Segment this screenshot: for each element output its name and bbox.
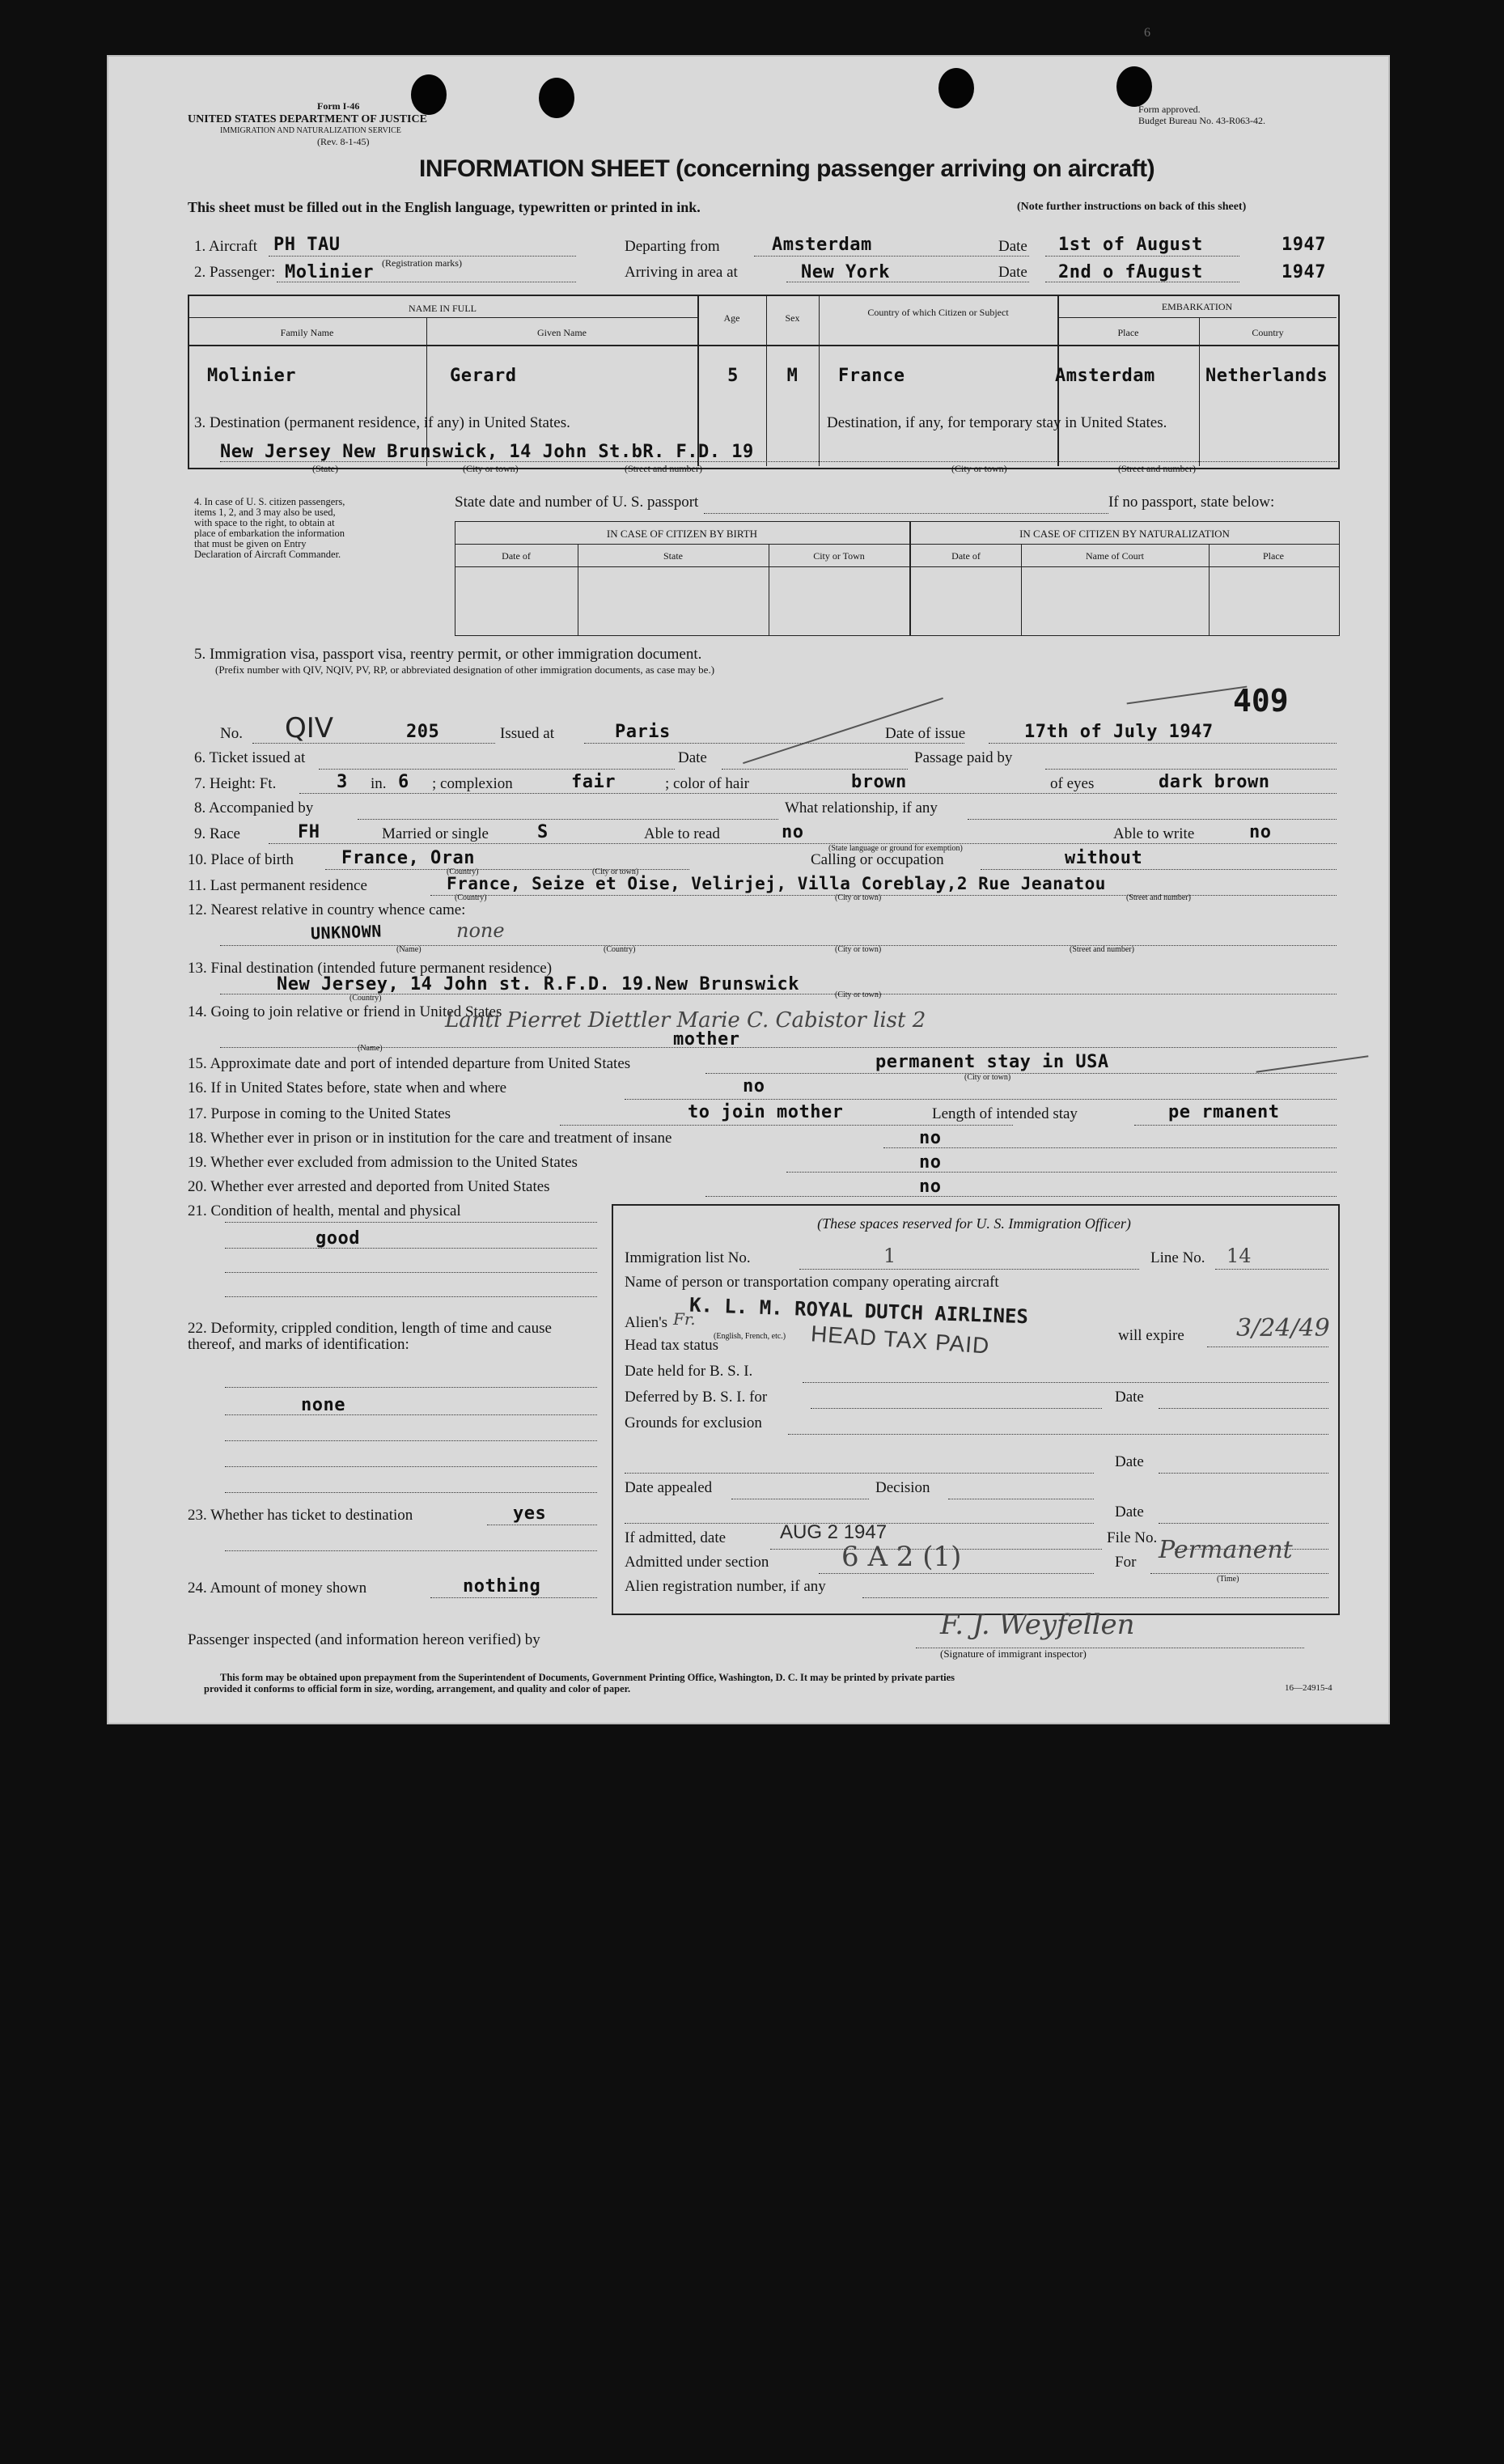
date2-value: 2nd o fAugust	[1058, 262, 1203, 282]
place-header: Place	[1117, 327, 1139, 338]
officer-box-title: (These spaces reserved for U. S. Immigration Officer)	[817, 1215, 1131, 1232]
nat-date-header: Date of	[951, 550, 981, 562]
write-label: Able to write	[1113, 825, 1195, 842]
airline-stamp: K. L. M. ROYAL DUTCH AIRLINES	[688, 1293, 1029, 1329]
name-in-full-header: NAME IN FULL	[409, 303, 477, 314]
punch-hole	[938, 68, 974, 108]
sub-city: (City or town)	[463, 463, 519, 474]
punch-hole	[411, 74, 447, 115]
embarkation-place-value: Amsterdam	[1055, 366, 1155, 386]
country-citizen-header: Country of which Citizen or Subject	[867, 307, 1009, 318]
calling-value: without	[1065, 848, 1143, 868]
q24-label: 24. Amount of money shown	[188, 1580, 367, 1597]
deferred-date-label: Date	[1115, 1389, 1144, 1406]
instruction-text: This sheet must be filled out in the English language, typewritten or printed in ink.	[188, 199, 701, 215]
grounds-label: Grounds for exclusion	[625, 1414, 762, 1431]
for-label: For	[1115, 1554, 1137, 1571]
q21-label: 21. Condition of health, mental and physical	[188, 1202, 461, 1219]
passenger-label: 2. Passenger:	[194, 264, 276, 281]
hair-value: brown	[851, 772, 907, 792]
birth-header: IN CASE OF CITIZEN BY BIRTH	[606, 528, 758, 540]
no-passport-label: If no passport, state below:	[1108, 494, 1275, 511]
departing-value: Amsterdam	[772, 235, 872, 255]
admitted-date-label: If admitted, date	[625, 1529, 727, 1546]
final-destination-value: New Jersey, 14 John st. R.F.D. 19.New Brunswick	[277, 974, 800, 995]
service-name: IMMIGRATION AND NATURALIZATION SERVICE	[220, 126, 401, 135]
age-header: Age	[723, 312, 740, 324]
court-header: Name of Court	[1086, 550, 1144, 562]
decision-date-label: Date	[1115, 1503, 1144, 1520]
issued-at-value: Paris	[615, 722, 671, 742]
sub-city-res: (City or town)	[835, 893, 882, 902]
sub-name-rel: (Name)	[396, 945, 422, 954]
grounds-date-label: Date	[1115, 1453, 1144, 1470]
arriving-value: New York	[801, 262, 890, 282]
sub-city-birth: (City or town)	[592, 867, 639, 876]
read-value: no	[782, 822, 804, 842]
write-value: no	[1249, 822, 1272, 842]
q14-label: 14. Going to join relative or friend in United States	[188, 1003, 502, 1020]
relative-value: UNKNOWN	[310, 921, 383, 944]
budget-bureau-number: Budget Bureau No. 43-R063-42.	[1138, 115, 1265, 126]
passport-label: State date and number of U. S. passport	[455, 494, 699, 511]
q16-label: 16. If in United States before, state when and where	[188, 1079, 507, 1096]
sub-country: (Country)	[447, 867, 479, 876]
q3-value: New Jersey New Brunswick, 14 John St.bR. F.D. 19	[220, 442, 754, 462]
excluded-value: no	[919, 1152, 942, 1173]
deferred-label: Deferred by B. S. I. for	[625, 1389, 768, 1406]
birth-date-header: Date of	[502, 550, 531, 562]
alien-reg-label: Alien registration number, if any	[625, 1578, 826, 1595]
family-name-header: Family Name	[280, 327, 334, 338]
family-name-value: Molinier	[207, 366, 296, 386]
stamp-number: 409	[1233, 683, 1289, 719]
length-stay-label: Length of intended stay	[932, 1105, 1078, 1122]
given-name-header: Given Name	[537, 327, 587, 338]
embarkation-header: EMBARKATION	[1161, 301, 1233, 312]
registration-note: (Registration marks)	[382, 257, 462, 269]
height-ft: 3	[337, 772, 348, 792]
date1-label: Date	[998, 238, 1027, 255]
appealed-label: Date appealed	[625, 1479, 713, 1496]
sub-name-join: (Name)	[358, 1044, 383, 1053]
sub-country-rel: (Country)	[604, 945, 636, 954]
decision-label: Decision	[875, 1479, 930, 1496]
q8-label: 8. Accompanied by	[194, 799, 314, 816]
q20-label: 20. Whether ever arrested and deported from United States	[188, 1178, 550, 1195]
year2-value: 1947	[1282, 262, 1326, 282]
q4-instructions: 4. In case of U. S. citizen passengers, items 1, 2, and 3 may also be used, with space to the right, to obtain at place of embarkation the information that must be given on Entry Declaration of Aircraft Commander.	[194, 496, 345, 560]
signature-label: (Signature of immigrant inspector)	[940, 1648, 1087, 1660]
line-no-label: Line No.	[1150, 1249, 1205, 1266]
q23-label: 23. Whether has ticket to destination	[188, 1507, 413, 1524]
inspected-label: Passenger inspected (and information hereon verified) by	[188, 1631, 540, 1648]
sex-value: M	[786, 366, 799, 386]
alien-handwritten: Fr.	[673, 1309, 696, 1329]
date-issue-label: Date of issue	[885, 725, 966, 742]
embarkation-country-header: Country	[1252, 327, 1284, 338]
immigration-list-label: Immigration list No.	[625, 1249, 751, 1266]
form-approved: Form approved.	[1138, 104, 1201, 115]
deported-value: no	[919, 1177, 942, 1197]
q11-label: 11. Last permanent residence	[188, 877, 367, 894]
issued-at-label: Issued at	[500, 725, 555, 742]
hair-label: ; color of hair	[665, 775, 749, 792]
sub-city-right: (City or town)	[951, 463, 1007, 474]
eyes-value: dark brown	[1159, 772, 1270, 792]
corner-mark: 6	[1144, 26, 1150, 40]
birth-state-header: State	[663, 550, 683, 562]
q6-label: 6. Ticket issued at	[194, 749, 306, 766]
head-tax-label: Head tax status	[625, 1337, 719, 1354]
sub-state: (State)	[312, 463, 338, 474]
health-value: good	[316, 1228, 360, 1249]
department-name: UNITED STATES DEPARTMENT OF JUSTICE	[188, 113, 427, 125]
bsi-label: Date held for B. S. I.	[625, 1363, 753, 1380]
q13-label: 13. Final destination (intended future permanent residence)	[188, 960, 553, 977]
q17-label: 17. Purpose in coming to the United States	[188, 1105, 451, 1122]
country-value: France	[838, 366, 905, 386]
embarkation-country-value: Netherlands	[1205, 366, 1328, 386]
aircraft-value: PH TAU	[273, 235, 341, 255]
revision-date: (Rev. 8-1-45)	[317, 136, 370, 147]
doc-no-value: QIV	[285, 712, 334, 744]
height-in: 6	[398, 772, 409, 792]
race-value: FH	[298, 822, 320, 842]
page-title: INFORMATION SHEET (concerning passenger arriving on aircraft)	[419, 155, 1155, 182]
nat-place-header: Place	[1263, 550, 1284, 562]
expire-value: 3/24/49	[1236, 1314, 1330, 1342]
time-note: (Time)	[1217, 1575, 1239, 1584]
given-name-value: Gerard	[450, 366, 517, 386]
punch-hole	[1116, 66, 1152, 107]
arriving-label: Arriving in area at	[625, 264, 738, 281]
purpose-value: to join mother	[688, 1102, 844, 1122]
height-in-label: in.	[371, 775, 387, 792]
company-label: Name of person or transportation company operating aircraft	[625, 1274, 999, 1291]
file-no-label: File No.	[1107, 1529, 1158, 1546]
passenger-value: Molinier	[285, 262, 374, 282]
head-tax-stamp: HEAD TAX PAID	[810, 1321, 991, 1359]
doc-no-label: No.	[220, 725, 243, 742]
join-value: mother	[673, 1029, 740, 1050]
q18-label: 18. Whether ever in prison or in institution for the care and treatment of insane	[188, 1130, 672, 1147]
line-no-value: 14	[1227, 1245, 1252, 1267]
fine-print-1: This form may be obtained upon prepayment from the Superintendent of Documents, Government Printing Office, Washington, D. C. It may be printed by private parties	[220, 1672, 955, 1683]
sub-country-dest: (Country)	[350, 994, 382, 1003]
for-value: Permanent	[1159, 1536, 1293, 1564]
doc-number: 205	[406, 722, 440, 742]
length-stay-value: pe rmanent	[1168, 1102, 1280, 1122]
sub-street-res: (Street and number)	[1126, 893, 1191, 902]
date-issue-value: 17th of July 1947	[1024, 722, 1214, 742]
instruction-note: (Note further instructions on back of this sheet)	[1017, 201, 1247, 213]
sex-header: Sex	[785, 312, 800, 324]
departure-value: permanent stay in USA	[875, 1052, 1109, 1072]
married-label: Married or single	[382, 825, 489, 842]
expire-label: will expire	[1118, 1327, 1184, 1344]
q9-label: 9. Race	[194, 825, 240, 842]
read-label: Able to read	[644, 825, 720, 842]
section-label: Admitted under section	[625, 1554, 769, 1571]
alien-note: (English, French, etc.)	[714, 1332, 786, 1341]
sub-country-res: (Country)	[455, 893, 487, 902]
married-value: S	[537, 822, 549, 842]
birthplace-value: France, Oran	[341, 848, 475, 868]
deformity-value: none	[301, 1395, 345, 1415]
q8-relationship-label: What relationship, if any	[785, 799, 938, 816]
sub-city-dep: (City or town)	[964, 1073, 1011, 1082]
information-sheet-document	[107, 26, 1390, 1724]
before-value: no	[743, 1076, 765, 1096]
join-handwritten: Lanti Pierret Diettler Marie C. Cabistor list 2	[445, 1008, 926, 1033]
q12-label: 12. Nearest relative in country whence came:	[188, 901, 466, 918]
ticket-value: yes	[513, 1503, 547, 1524]
residence-value: France, Seize et Oise, Velirjej, Villa Coreblay,2 Rue Jeanatou	[447, 874, 1106, 893]
complexion-value: fair	[571, 772, 616, 792]
inspector-signature: F. J. Weyfellen	[940, 1609, 1135, 1641]
q15-label: 15. Approximate date and port of intended departure from United States	[188, 1055, 631, 1072]
birth-city-header: City or Town	[813, 550, 865, 562]
sub-city-dest: (City or town)	[835, 990, 882, 999]
calling-label: Calling or occupation	[811, 851, 944, 868]
age-value: 5	[727, 366, 739, 386]
form-number: Form I-46	[317, 100, 360, 112]
eyes-label: of eyes	[1050, 775, 1095, 792]
immigration-list-value: 1	[883, 1245, 896, 1267]
admitted-date-stamp: AUG 2 1947	[780, 1521, 888, 1543]
complexion-label: ; complexion	[432, 775, 513, 792]
q6-date-label: Date	[678, 749, 707, 766]
q7-label: 7. Height: Ft.	[194, 775, 277, 792]
punch-hole	[539, 78, 574, 118]
gpo-number: 16—24915-4	[1285, 1683, 1332, 1693]
date2-label: Date	[998, 264, 1027, 281]
sub-city-rel: (City or town)	[835, 945, 882, 954]
language-note: (State language or ground for exemption)	[828, 844, 963, 853]
q10-label: 10. Place of birth	[188, 851, 294, 868]
prison-value: no	[919, 1128, 942, 1148]
alien-label: Alien's	[625, 1314, 668, 1331]
naturalization-header: IN CASE OF CITIZEN BY NATURALIZATION	[1019, 528, 1230, 540]
sub-street-right: (Street and number)	[1118, 463, 1196, 474]
sub-street-rel: (Street and number)	[1070, 945, 1134, 954]
fine-print-2: provided it conforms to official form in size, wording, arrangement, and quality and color of paper.	[204, 1683, 631, 1694]
q5-label: 5. Immigration visa, passport visa, reentry permit, or other immigration document.	[194, 646, 702, 663]
departing-label: Departing from	[625, 238, 720, 255]
aircraft-label: 1. Aircraft	[194, 238, 258, 255]
q5-sub: (Prefix number with QIV, NQIV, PV, RP, or abbreviated designation of other immigration documents, as case may be.)	[215, 664, 715, 676]
money-value: nothing	[463, 1576, 541, 1597]
sub-street: (Street and number)	[625, 463, 702, 474]
q22-label: 22. Deformity, crippled condition, length of time and cause thereof, and marks of identification:	[188, 1320, 552, 1353]
q3-temp-label: Destination, if any, for temporary stay in United States.	[827, 414, 1167, 431]
q3-label: 3. Destination (permanent residence, if any) in United States.	[194, 414, 570, 431]
q19-label: 19. Whether ever excluded from admission to the United States	[188, 1154, 578, 1171]
relative-handwritten: none	[456, 919, 505, 942]
date1-value: 1st of August	[1058, 235, 1203, 255]
section-value: 6 A 2 (1)	[841, 1541, 962, 1573]
year1-value: 1947	[1282, 235, 1326, 255]
q6-paid-label: Passage paid by	[914, 749, 1013, 766]
